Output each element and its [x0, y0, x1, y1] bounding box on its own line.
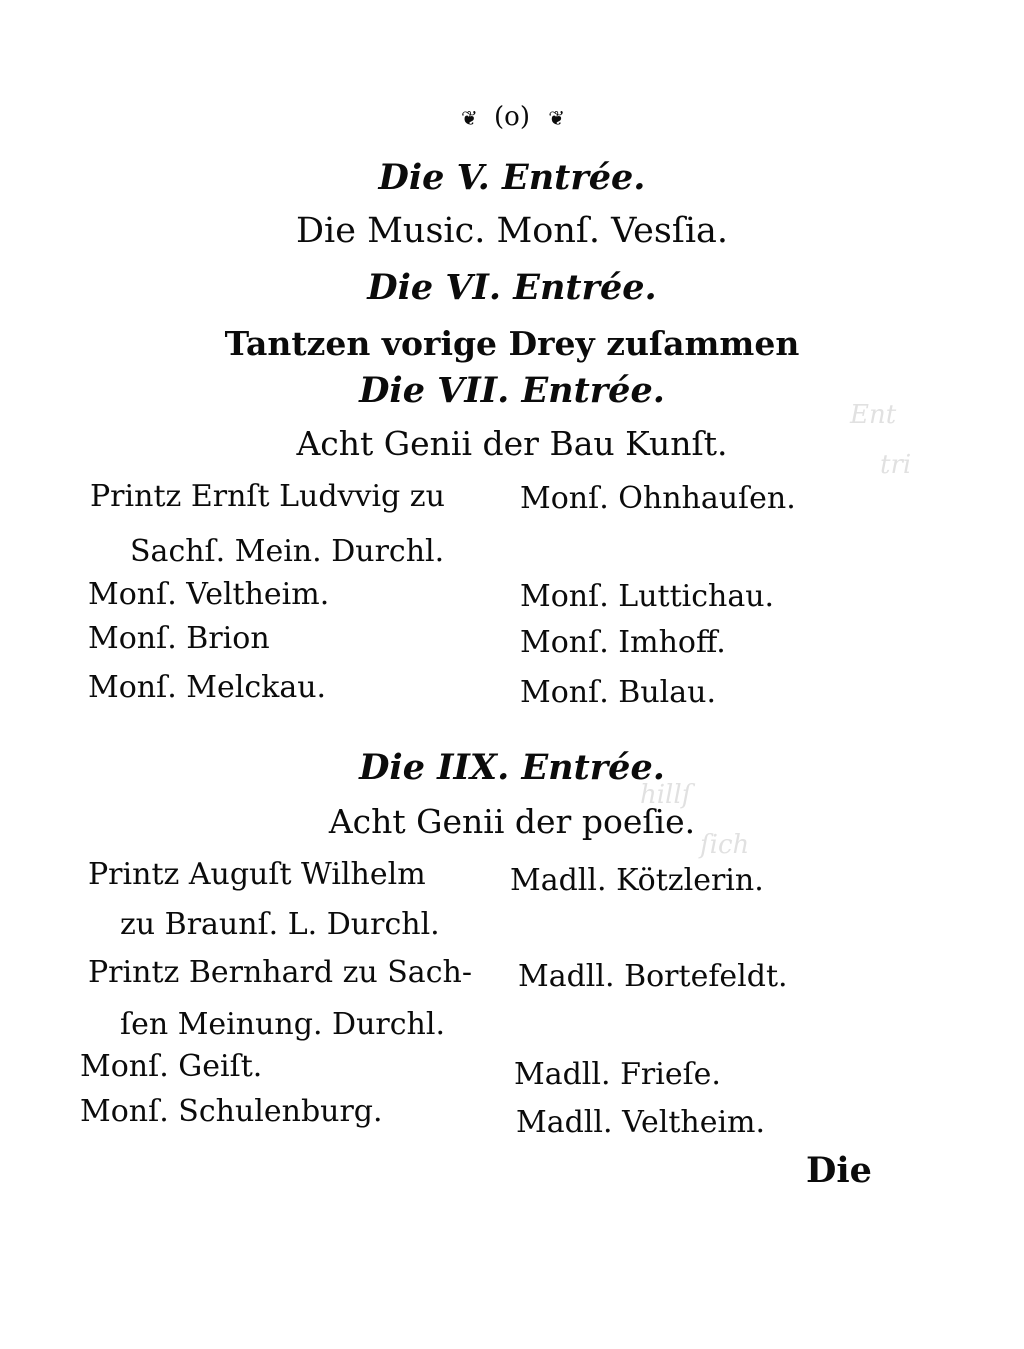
section-v-title: Die V. Entrée.: [378, 157, 646, 198]
show-through-text: tri: [880, 450, 912, 480]
list-item: Monſ. Imhoff.: [520, 625, 726, 660]
list-item: Monſ. Schulenburg.: [80, 1094, 383, 1129]
section-vii-title: Die VII. Entrée.: [359, 370, 665, 411]
list-item: zu Braunſ. L. Durchl.: [120, 907, 440, 942]
list-item: ſen Meinung. Durchl.: [120, 1007, 445, 1042]
section-vi-line: Tantzen vorige Drey zuſammen: [224, 324, 800, 363]
ornament-right-icon: ❦: [548, 106, 563, 130]
list-item: Madll. Veltheim.: [516, 1105, 766, 1140]
page-number: (o): [494, 102, 530, 132]
list-item: Madll. Bortefeldt.: [518, 959, 788, 994]
section-iix-title: Die IIX. Entrée.: [359, 747, 665, 788]
list-item: Printz Bernhard zu Sach-: [88, 955, 472, 990]
list-item: Monſ. Geiſt.: [80, 1049, 263, 1084]
show-through-text: Ent: [850, 400, 897, 430]
catchword: Die: [806, 1150, 872, 1191]
list-item: Printz Auguſt Wilhelm: [88, 857, 426, 892]
list-item: Monſ. Luttichau.: [520, 579, 775, 614]
section-iix-subtitle: Acht Genii der poeſie.: [328, 802, 696, 841]
ornament-left-icon: ❦: [460, 106, 476, 130]
list-item: Monſ. Ohnhauſen.: [520, 481, 796, 516]
list-item: Madll. Kötzlerin.: [510, 863, 764, 898]
page-header: [0, 104, 1024, 130]
show-through-text: ſich: [700, 830, 750, 860]
list-item: Monſ. Bulau.: [520, 675, 716, 710]
show-through-text: hillſ: [640, 780, 692, 810]
section-vii-subtitle: Acht Genii der Bau Kunſt.: [296, 424, 728, 463]
section-v-line: Die Music. Monſ. Vesſia.: [295, 211, 728, 251]
list-item: Monſ. Melckau.: [88, 670, 327, 705]
section-vi-title: Die VI. Entrée.: [367, 267, 657, 308]
list-item: Monſ. Veltheim.: [88, 577, 330, 612]
list-item: Monſ. Brion: [88, 621, 270, 656]
list-item: Sachſ. Mein. Durchl.: [130, 534, 445, 569]
list-item: Madll. Frieſe.: [514, 1057, 721, 1092]
list-item: Printz Ernſt Ludvvig zu: [90, 479, 445, 514]
